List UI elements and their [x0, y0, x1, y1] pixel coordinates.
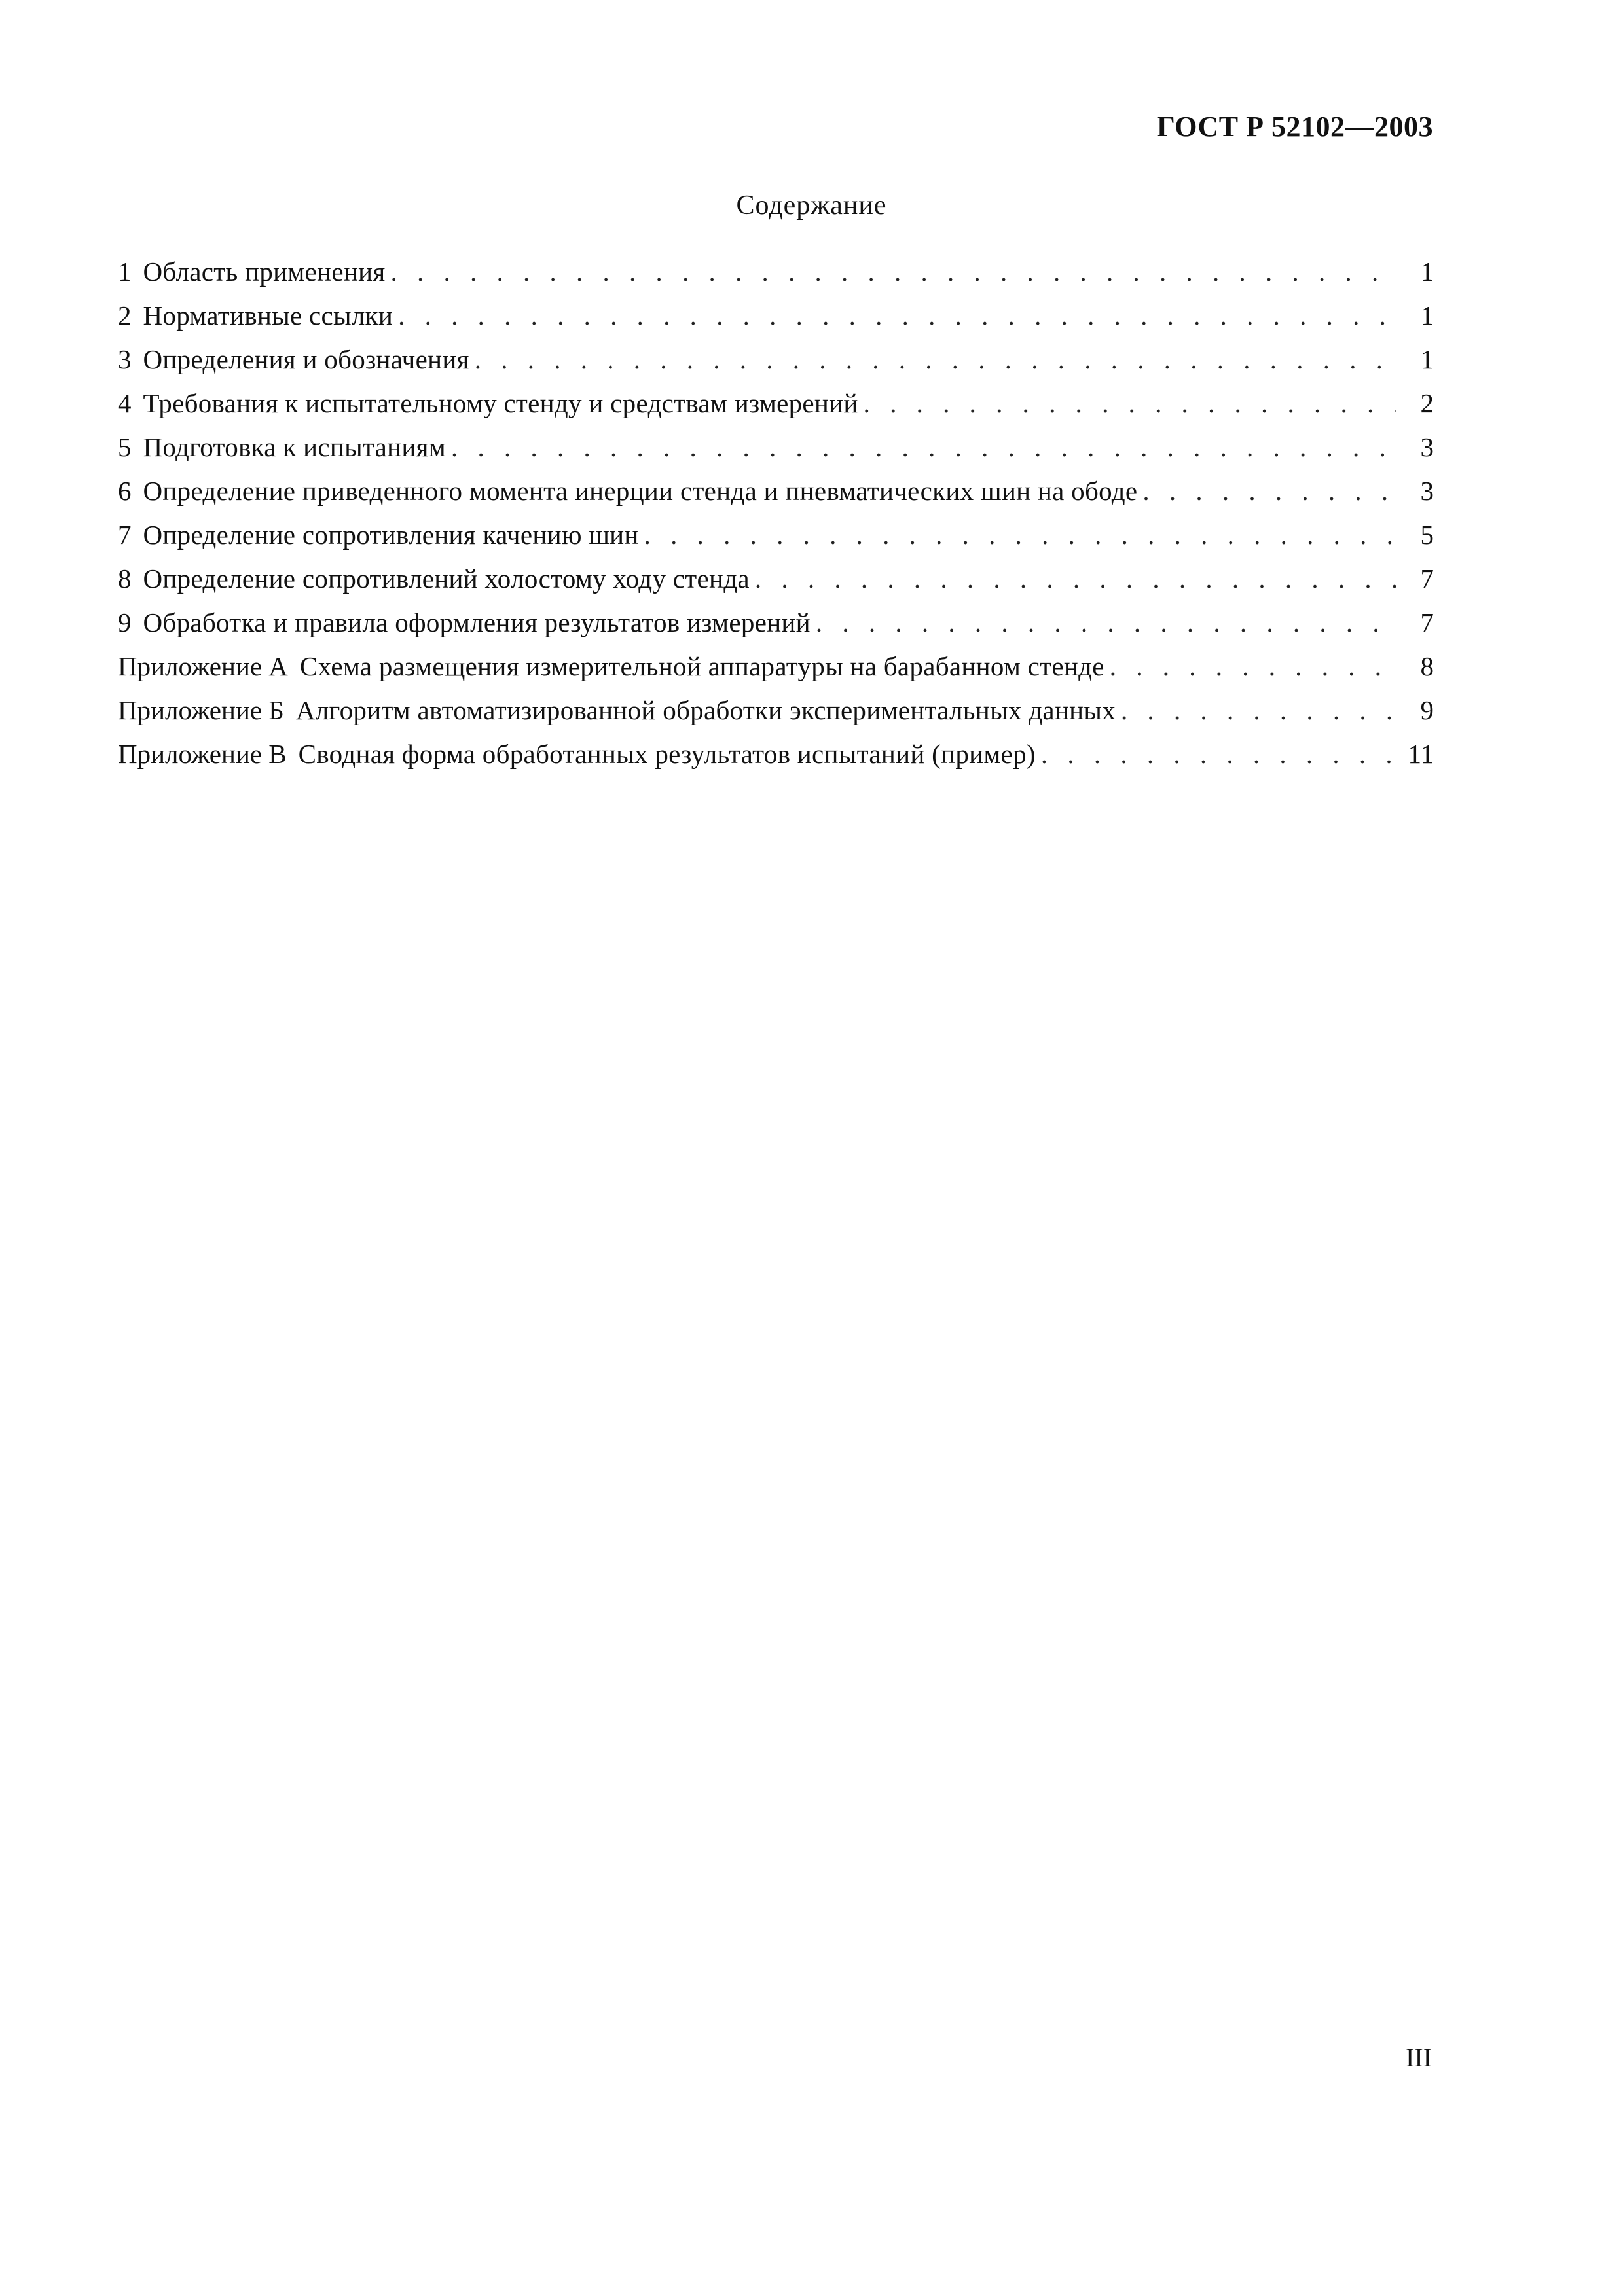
toc-entry-page: 7 [1420, 564, 1434, 594]
toc-entry-title: Обработка и правила оформления результатов измерений [143, 607, 811, 637]
dot-leader [644, 513, 1396, 557]
toc-entry-number: 6 [118, 476, 132, 506]
table-of-contents [118, 250, 1434, 776]
toc-entry-number: 2 [118, 300, 132, 331]
toc-entry-7[interactable] [118, 513, 1434, 557]
dot-leader [755, 557, 1396, 601]
toc-entry-title: Определения и обозначения [143, 344, 469, 374]
toc-entry-title: Подготовка к испытаниям [143, 432, 447, 462]
toc-entry-page: 3 [1420, 432, 1434, 462]
dot-leader [475, 338, 1396, 382]
dot-leader [390, 250, 1396, 294]
toc-entry-title: Схема размещения измерительной аппаратуры на барабанном стенде [299, 651, 1104, 681]
toc-entry-page: 7 [1420, 607, 1434, 637]
toc-entry-page: 1 [1420, 344, 1434, 374]
toc-entry-number: 8 [118, 564, 132, 594]
page-number: III [1406, 2043, 1432, 2072]
toc-entry-appendix-a[interactable] [118, 645, 1434, 689]
toc-entry-page: 9 [1420, 695, 1434, 725]
toc-entry-page: 1 [1420, 257, 1434, 287]
document-code: ГОСТ Р 52102—2003 [1156, 111, 1433, 143]
toc-entry-page: 3 [1420, 476, 1434, 506]
toc-entry-appendix-v[interactable] [118, 732, 1434, 776]
toc-entry-title: Определение сопротивлений холостому ходу стенда [143, 564, 750, 594]
toc-entry-title: Сводная форма обработанных результатов испытаний (пример) [298, 739, 1036, 769]
toc-entry-page: 8 [1420, 651, 1434, 681]
toc-entry-8[interactable] [118, 557, 1434, 601]
toc-entry-title: Требования к испытательному стенду и средствам измерений [143, 388, 858, 418]
dot-leader [1142, 469, 1396, 513]
toc-entry-title: Алгоритм автоматизированной обработки экспериментальных данных [295, 695, 1116, 725]
toc-entry-title: Определение сопротивления качению шин [143, 520, 639, 550]
toc-entry-page: 5 [1420, 520, 1434, 550]
toc-entry-page: 1 [1420, 300, 1434, 331]
toc-entry-number: 1 [118, 257, 132, 287]
toc-entry-appendix-b[interactable] [118, 689, 1434, 732]
toc-entry-title: Нормативные ссылки [143, 300, 393, 331]
toc-entry-number: Приложение Б [118, 695, 284, 725]
toc-entry-number: 9 [118, 607, 132, 637]
toc-title: Содержание [736, 190, 887, 221]
toc-entry-4[interactable] [118, 382, 1434, 425]
toc-entry-number: 5 [118, 432, 132, 462]
dot-leader [1121, 689, 1396, 732]
dot-leader [1110, 645, 1396, 689]
toc-entry-3[interactable] [118, 338, 1434, 382]
toc-entry-number: 4 [118, 388, 132, 418]
toc-entry-title: Определение приведенного момента инерции стенда и пневматических шин на ободе [143, 476, 1138, 506]
toc-entry-number: Приложение В [118, 739, 287, 769]
toc-entry-number: Приложение А [118, 651, 288, 681]
toc-entry-page: 2 [1420, 388, 1434, 418]
dot-leader [1041, 732, 1396, 776]
toc-entry-6[interactable] [118, 469, 1434, 513]
toc-entry-number: 7 [118, 520, 132, 550]
dot-leader [398, 294, 1396, 338]
toc-entry-1[interactable] [118, 250, 1434, 294]
dot-leader [864, 382, 1396, 425]
toc-entry-number: 3 [118, 344, 132, 374]
dot-leader [451, 425, 1396, 469]
toc-entry-5[interactable] [118, 425, 1434, 469]
toc-entry-9[interactable] [118, 601, 1434, 645]
toc-entry-title: Область применения [143, 257, 386, 287]
toc-entry-page: 11 [1408, 739, 1434, 769]
dot-leader [816, 601, 1396, 645]
toc-entry-2[interactable] [118, 294, 1434, 338]
